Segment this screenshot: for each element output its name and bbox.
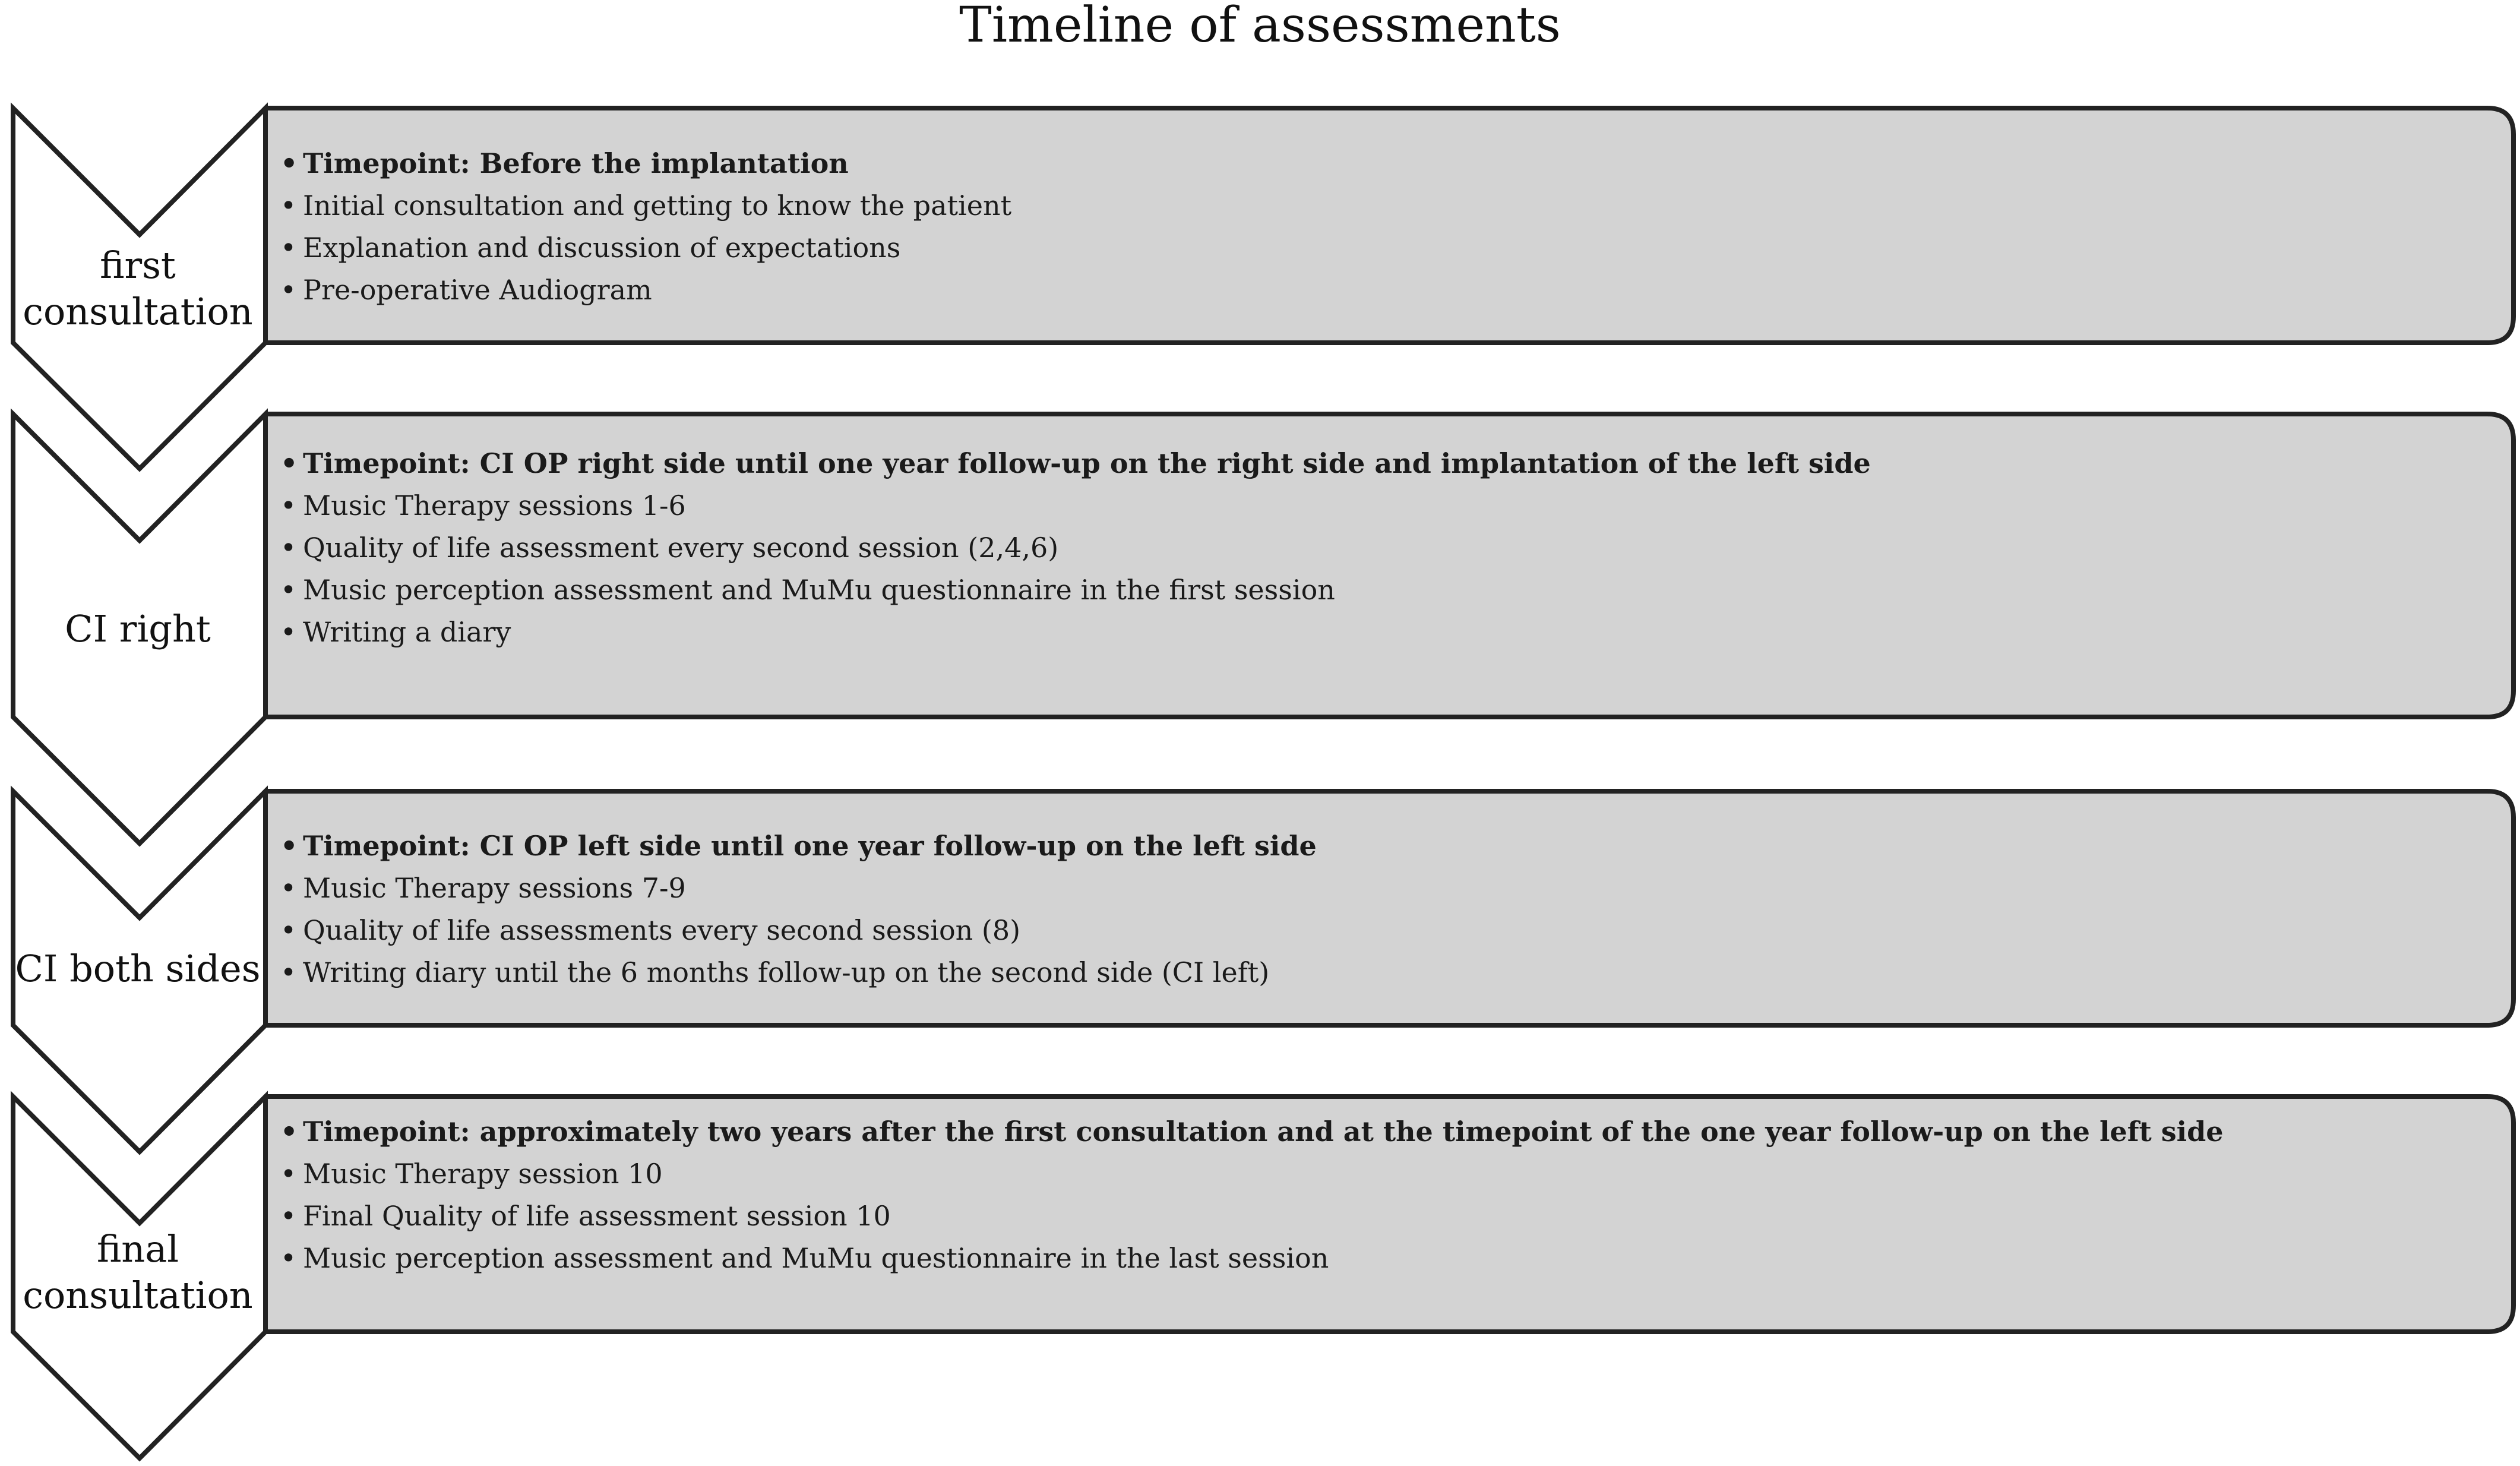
stage-2-label: CI right (65, 607, 211, 650)
stage-4-label-line-1: final (96, 1227, 179, 1271)
stage-3-item: • Quality of life assessments every second session (8) (280, 914, 1021, 946)
stage-1-item: • Initial consultation and getting to know the patient (280, 189, 1012, 222)
stage-2-item: • Music Therapy sessions 1-6 (280, 489, 686, 522)
stage-2-timepoint: • Timepoint: CI OP right side until one year follow-up on the right side and implantation of the left side (280, 447, 1871, 479)
stage-2-item: • Music perception assessment and MuMu questionnaire in the first session (280, 574, 1335, 606)
stage-4-item: • Music perception assessment and MuMu questionnaire in the last session (280, 1242, 1329, 1274)
stage-4-label-line-2: consultation (23, 1274, 253, 1317)
stage-4-items (280, 1111, 2448, 1279)
stage-1-item: • Pre-operative Audiogram (280, 274, 652, 306)
stage-3-item: • Music Therapy sessions 7-9 (280, 872, 686, 904)
stage-4-item: • Final Quality of life assessment session 10 (280, 1200, 891, 1232)
stage-1-label-line-1: first (100, 244, 176, 287)
stage-1-label (13, 242, 263, 335)
stage-3-items (280, 825, 2448, 994)
stage-1-items (280, 143, 2448, 311)
stage-4-timepoint: • Timepoint: approximately two years after the first consultation and at the timepoint of the one year follow-up on the left side (280, 1116, 2224, 1148)
stage-3-timepoint: • Timepoint: CI OP left side until one year follow-up on the left side (280, 830, 1317, 862)
stage-1-label-line-2: consultation (23, 290, 253, 333)
stage-4-item: • Music Therapy session 10 (280, 1158, 663, 1190)
stage-3-item: • Writing diary until the 6 months follow-up on the second side (CI left) (280, 956, 1270, 988)
stage-2-items (280, 443, 2448, 653)
stage-1-timepoint: • Timepoint: Before the implantation (280, 147, 849, 179)
diagram-title: Timeline of assessments (959, 0, 1561, 53)
stage-2-item: • Quality of life assessment every second session (2,4,6) (280, 532, 1059, 564)
stage-3-label: CI both sides (15, 947, 261, 990)
stage-2-item: • Writing a diary (280, 616, 511, 648)
stage-1-item: • Explanation and discussion of expectations (280, 232, 901, 264)
stage-4-label (13, 1226, 263, 1319)
